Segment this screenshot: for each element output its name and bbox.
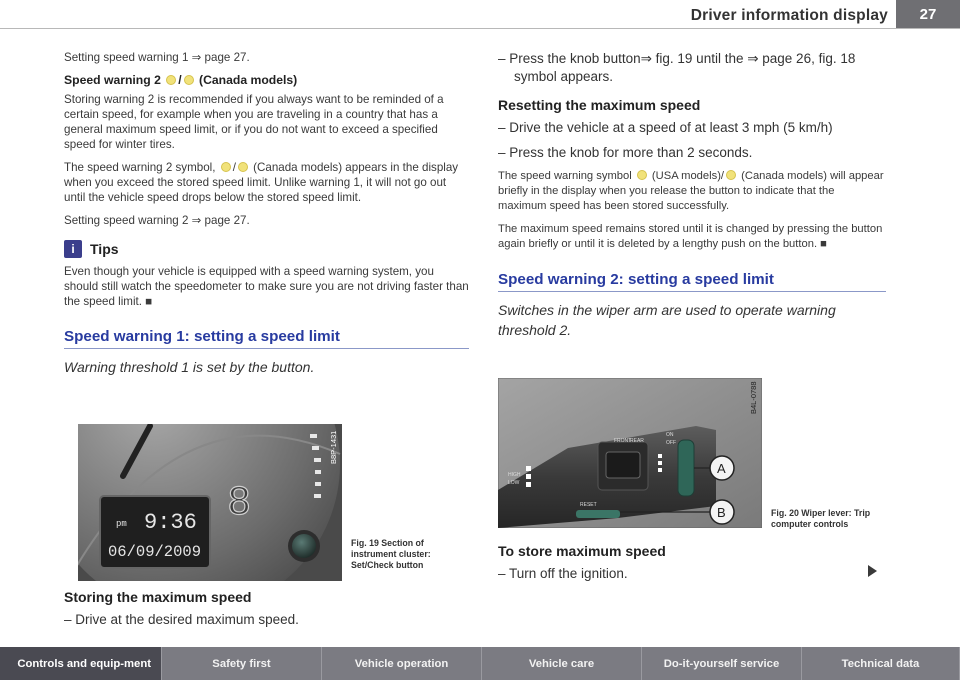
tips-text: Even though your vehicle is equipped with a speed warning system, you should still watch the speedometer to make sure you are not driving faster than the speed limit. ■ [64, 265, 469, 308]
warning2-heading-main: Speed warning 2 [64, 73, 161, 87]
fig19-instrument-cluster-image [78, 424, 342, 581]
reset-button-b-icon [576, 510, 620, 518]
warning2-p2-end: (Canada models) appears in the display when you exceed the stored speed limit. Unlike warning 1, it will not go out until the vehicle speed drops below the stored speed limit. [64, 161, 459, 204]
lever-label-low: LOW [508, 480, 520, 486]
section-heading-warning1: Speed warning 1: setting a speed limit [64, 329, 469, 349]
nav-tab-technical-data[interactable]: Technical data [802, 647, 960, 680]
store-max-speed-heading: To store maximum speed [498, 543, 666, 559]
warning2-paragraph-3: Setting speed warning 2 ⇒ page 27. [64, 214, 250, 227]
fig19-caption: Fig. 19 Section of instrument cluster: Set/Check button [351, 538, 431, 570]
lever-label-reset: RESET [580, 502, 597, 508]
left-column-bottom [64, 590, 469, 636]
storing-step-1: – Drive at the desired maximum speed. [64, 612, 299, 627]
lever-label-off: OFF [666, 440, 676, 446]
fig19-display-date: 06/09/2009 [108, 543, 202, 561]
lever-label-rear: REAR [630, 438, 644, 444]
rocker-switch-a-icon [678, 440, 694, 496]
fig20-code: B4L-0788 [749, 381, 758, 414]
lever-label-front: FRONT [614, 438, 632, 444]
tips-heading [64, 240, 469, 258]
speed-warning-symbol-icon [637, 170, 647, 180]
reset-p1-end: (Canada models) will appear briefly in the display when you release the button to indicate that the maximum speed has been stored successfully. [498, 170, 884, 212]
press-knob-step: – Press the knob button⇒ fig. 19 until the ⇒ page 26, fig. 18 symbol appears. [498, 51, 856, 84]
warning2-heading: Speed warning 2 / (Canada models) [64, 73, 298, 87]
warning2-heading-canada: (Canada models) [199, 73, 298, 87]
speed-warning-symbol-icon [221, 162, 231, 172]
nav-tab-diy-service[interactable]: Do-it-yourself service [642, 647, 802, 680]
right-column [498, 50, 886, 348]
speed-warning-symbol-canada-icon [726, 170, 736, 180]
fig20-label-a: A [717, 461, 726, 476]
section-heading-warning2: Speed warning 2: setting a speed limit [498, 272, 886, 292]
section-subheading-warning2: Switches in the wiper arm are used to operate warning threshold 2. [498, 302, 836, 338]
reset-p1-start: The speed warning symbol [498, 170, 632, 182]
warning2-p2-start: The speed warning 2 symbol, [64, 161, 216, 174]
storing-max-speed-heading: Storing the maximum speed [64, 589, 252, 605]
page-header-title: Driver information display [690, 7, 888, 24]
tips-label: Tips [90, 240, 119, 257]
reset-step-1: – Drive the vehicle at a speed of at least 3 mph (5 km/h) [498, 120, 833, 135]
fig20-label-b: B [717, 505, 726, 520]
fig19-display-ampm: pm [116, 519, 127, 529]
lever-label-on: ON [666, 432, 674, 438]
nav-tab-safety[interactable]: Safety first [162, 647, 322, 680]
reset-paragraph-2: The maximum speed remains stored until it is changed by pressing the button again briefly or until it is deleted by a lengthy push on the button. ■ [498, 223, 883, 250]
speed-warning-symbol-icon [166, 75, 176, 85]
fig19-code: B8P-1431 [329, 430, 338, 464]
speed-warning-symbol-canada-icon [184, 75, 194, 85]
warning2-paragraph-2: The speed warning 2 symbol, / (Canada models) appears in the display when you exceed the stored speed limit. Unlike warning 1, it will not go out until the vehicle speed drops below the stored speed limit. [64, 161, 459, 204]
fig20-caption: Fig. 20 Wiper lever: Trip computer controls [771, 508, 871, 529]
store-step-1: – Turn off the ignition. [498, 566, 628, 581]
section-subheading-warning1: Warning threshold 1 is set by the button. [64, 359, 315, 375]
reset-max-speed-heading: Resetting the maximum speed [498, 97, 701, 113]
svg-text:8: 8 [228, 479, 251, 523]
page-number: 27 [896, 0, 960, 28]
info-icon: i [64, 240, 82, 258]
warning2-paragraph-1: Storing warning 2 is recommended if you always want to be reminded of a certain speed, for example when you are traveling in a country that has a general maximum speed limit, or if you do not want to exceed a specified speed for winter tires. [64, 93, 444, 151]
speed-warning-symbol-canada-icon [238, 162, 248, 172]
continue-arrow-icon [868, 565, 877, 577]
intro-text: Setting speed warning 1 ⇒ page 27. [64, 51, 250, 64]
bottom-chapter-nav [0, 647, 960, 680]
reset-p1-usa: (USA models)/ [651, 170, 725, 182]
left-column [64, 50, 469, 385]
nav-tab-controls[interactable]: Controls and equip-ment [0, 647, 162, 680]
right-column-bottom [498, 544, 886, 590]
fig19-display-time: 9:36 [144, 510, 197, 535]
nav-tab-vehicle-operation[interactable]: Vehicle operation [322, 647, 482, 680]
fig20-wiper-lever-image [498, 378, 762, 528]
reset-step-2: – Press the knob for more than 2 seconds. [498, 145, 753, 160]
nav-tab-vehicle-care[interactable]: Vehicle care [482, 647, 642, 680]
reset-paragraph-1 [498, 169, 886, 214]
lever-label-high: HIGH [508, 472, 521, 478]
set-check-button-icon [292, 534, 316, 558]
header-divider [0, 28, 960, 29]
